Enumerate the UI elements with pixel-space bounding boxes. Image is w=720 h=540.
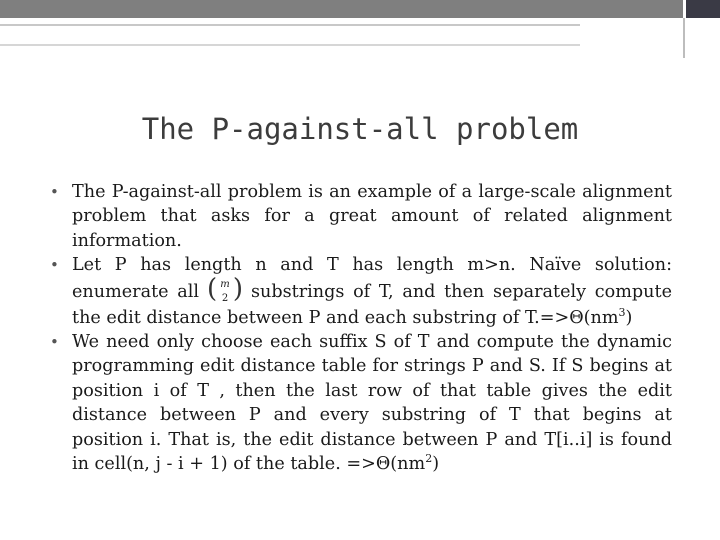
header-bar (0, 0, 683, 18)
bullet-text-end: ) (625, 307, 633, 328)
header-accent-block (686, 0, 720, 18)
bullet-icon: • (50, 183, 59, 201)
binomial-bottom: 2 (221, 292, 229, 304)
bullet-text-cont: substrings of T, and then separately compute the edit distance between P and each substring of T.=>Θ(nm (72, 281, 672, 328)
bullet-icon: • (50, 256, 59, 275)
bullet-text: We need only choose each suffix S of T and compute the dynamic programming edit distance table for strings P and S. If S begins at position i of T , then the last row of that table gives the edit distance between P and every substring of T that begins at position i. That is, the edit distance between P and T[i..i] is found in cell(n, j - i + 1) of the table. =>Θ(nm (72, 332, 672, 475)
header-vertical-rule (683, 18, 685, 58)
bullet-item (46, 330, 672, 476)
bullet-text: The P-against-all problem is an example of a large-scale alignment problem that asks for a great amount of related alignment information. (72, 182, 672, 251)
binomial-top: m (220, 278, 230, 290)
slide-header-decoration (0, 0, 720, 18)
bullet-icon: • (50, 333, 59, 352)
exponent: 3 (618, 305, 626, 319)
header-rule-1 (0, 24, 580, 26)
bullet-text-end: ) (432, 454, 440, 475)
slide-body (46, 180, 672, 476)
bullet-text: Let P has length n and T has length m>n. Naïve solution: enumerate all (72, 255, 672, 302)
bullet-item (46, 180, 672, 253)
binomial-coefficient: ( m 2 ) (207, 273, 243, 304)
exponent: 2 (425, 452, 433, 466)
bullet-item (46, 253, 672, 330)
header-rule-2 (0, 44, 580, 46)
slide-title: The P-against-all problem (141, 112, 579, 146)
